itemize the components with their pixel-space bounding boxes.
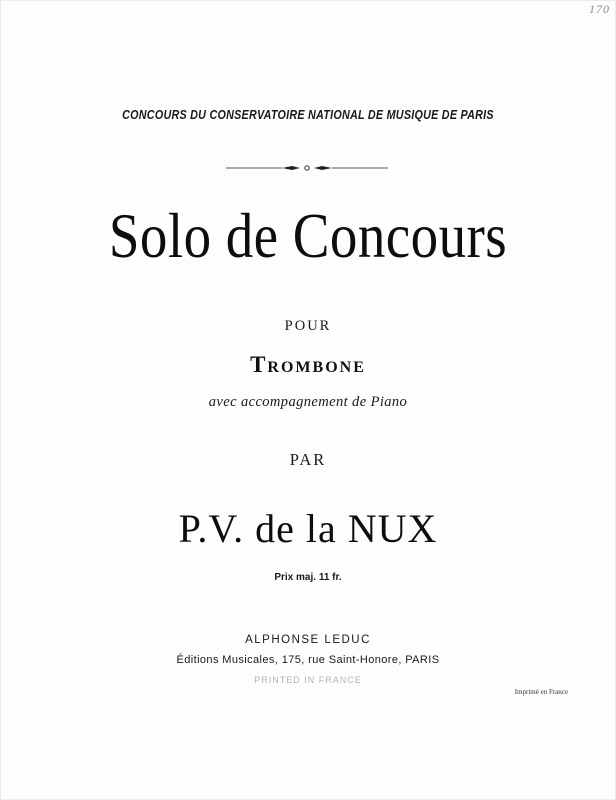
accompaniment-line: avec accompagnement de Piano [208, 394, 408, 410]
instrument-name: Trombone [250, 352, 366, 377]
printed-in-france: PRINTED IN FRANCE [254, 675, 362, 685]
publisher-address: Éditions Musicales, 175, rue Saint-Honore, PARIS [176, 654, 440, 666]
imprint-note: Imprimé en France [514, 688, 568, 696]
corner-mark: 170 [589, 2, 610, 16]
conservatoire-header: CONCOURS DU CONSERVATOIRE NATIONAL DE MUSIQUE DE PARIS [122, 108, 494, 122]
price-label: Prix maj. 11 fr. [274, 572, 342, 583]
ornament-divider-icon [226, 163, 388, 173]
composer-name: P.V. de la NUX [178, 506, 438, 551]
publisher-name: ALPHONSE LEDUC [245, 634, 371, 646]
pour-label: POUR [284, 318, 332, 334]
work-title: Solo de Concours [108, 200, 508, 271]
par-label: PAR [289, 450, 327, 469]
